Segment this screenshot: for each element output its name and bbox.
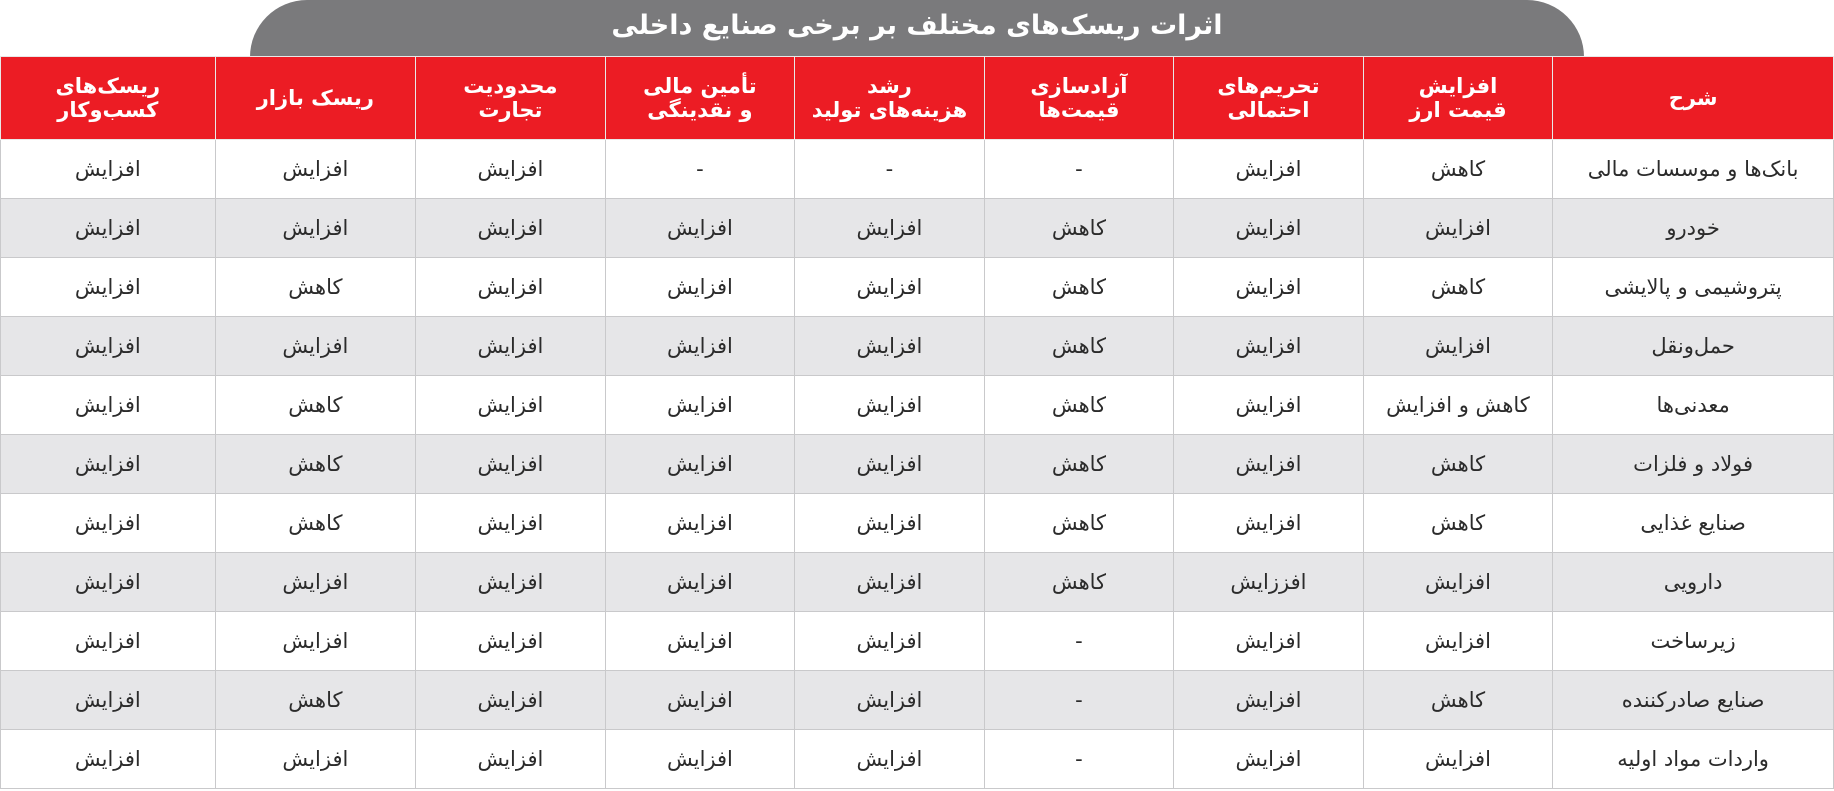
effect-cell: افزایش <box>1174 730 1364 789</box>
table-row <box>1 494 1834 553</box>
effect-cell: افزایش <box>215 730 416 789</box>
effect-cell: افزایش <box>1174 317 1364 376</box>
effect-cell: افزایش <box>1 671 216 730</box>
column-header-line-2: و نقدینگی <box>647 98 753 122</box>
effect-cell: افزایش <box>1363 553 1553 612</box>
column-header-line-1: محدودیت <box>463 73 558 98</box>
effect-cell: کاهش <box>984 494 1174 553</box>
effect-cell: کاهش <box>1363 140 1553 199</box>
column-header-line-2: احتمالی <box>1227 98 1310 122</box>
column-header-line-1: شرح <box>1668 85 1718 110</box>
row-label-cell: فولاد و فلزات <box>1553 435 1834 494</box>
column-header <box>605 57 795 140</box>
effect-cell: افزایش <box>416 140 606 199</box>
column-header-line-1: آزادسازی <box>1030 73 1128 98</box>
effect-cell: افزایش <box>215 140 416 199</box>
effect-cell: افزایش <box>1174 199 1364 258</box>
table-title: اثرات ریسک‌های مختلف بر برخی صنایع داخلی <box>611 10 1223 41</box>
column-header-line-1: ریسک‌های <box>55 73 161 98</box>
effect-cell: افزایش <box>1363 730 1553 789</box>
table-row <box>1 612 1834 671</box>
effect-cell: افزایش <box>1174 435 1364 494</box>
effect-cell: افزایش <box>1 435 216 494</box>
effect-cell: افزایش <box>1 199 216 258</box>
effect-cell: کاهش <box>215 376 416 435</box>
effect-cell: کاهش <box>1363 258 1553 317</box>
effect-cell: کاهش <box>215 494 416 553</box>
row-label-cell: دارویی <box>1553 553 1834 612</box>
table-row <box>1 435 1834 494</box>
column-header <box>1363 57 1553 140</box>
effect-cell: افزایش <box>416 494 606 553</box>
effect-cell: افزایش <box>1174 612 1364 671</box>
effect-cell: - <box>984 730 1174 789</box>
effect-cell: افزایش <box>1363 317 1553 376</box>
effect-cell: افزایش <box>1174 671 1364 730</box>
effect-cell: افزایش <box>416 258 606 317</box>
row-label-cell: معدنی‌ها <box>1553 376 1834 435</box>
row-label-cell: زیرساخت <box>1553 612 1834 671</box>
effect-cell: افزایش <box>795 258 985 317</box>
effect-cell: افزایش <box>605 376 795 435</box>
row-label-cell: بانک‌ها و موسسات مالی <box>1553 140 1834 199</box>
effect-cell: کاهش <box>215 435 416 494</box>
effect-cell: افزایش <box>1363 612 1553 671</box>
table-row <box>1 730 1834 789</box>
effect-cell: افزایش <box>416 612 606 671</box>
table-row <box>1 258 1834 317</box>
table-row <box>1 553 1834 612</box>
effect-cell: افزایش <box>795 494 985 553</box>
effect-cell: افزایش <box>1 494 216 553</box>
effect-cell: افزایش <box>1 612 216 671</box>
effect-cell: کاهش <box>984 258 1174 317</box>
effect-cell: افزایش <box>795 376 985 435</box>
effect-cell: افزایش <box>215 317 416 376</box>
effect-cell: کاهش <box>984 376 1174 435</box>
column-header-line-2: هزینه‌های تولید <box>811 98 968 122</box>
column-header-line-1: تأمین مالی <box>643 73 757 98</box>
effect-cell: افزایش <box>605 258 795 317</box>
effect-cell: افزایش <box>795 553 985 612</box>
effect-cell: کاهش <box>215 671 416 730</box>
effect-cell: افزایش <box>605 553 795 612</box>
effect-cell: کاهش <box>1363 435 1553 494</box>
effect-cell: افزایش <box>416 199 606 258</box>
effect-cell: افزایش <box>1174 494 1364 553</box>
effect-cell: افزایش <box>1174 258 1364 317</box>
header-row <box>1 57 1834 140</box>
effect-cell: کاهش <box>1363 494 1553 553</box>
effect-cell: - <box>795 140 985 199</box>
effect-cell: افزایش <box>795 730 985 789</box>
effect-cell: افزایش <box>795 317 985 376</box>
effect-cell: افزایش <box>1 730 216 789</box>
table-row <box>1 140 1834 199</box>
column-header-line-2: تجارت <box>478 98 543 122</box>
effect-cell: افزایش <box>795 435 985 494</box>
column-header <box>795 57 985 140</box>
column-header-line-1: رشد <box>866 73 912 98</box>
effect-cell: افزایش <box>215 199 416 258</box>
effect-cell: کاهش و افزایش <box>1363 376 1553 435</box>
effect-cell: کاهش <box>984 553 1174 612</box>
effect-cell: افزایش <box>605 671 795 730</box>
effect-cell: افزایش <box>215 553 416 612</box>
column-header-line-1: تحریم‌های <box>1217 73 1320 98</box>
row-label-cell: صنایع غذایی <box>1553 494 1834 553</box>
effect-cell: افزایش <box>1174 376 1364 435</box>
effect-cell: افزایش <box>215 612 416 671</box>
effect-cell: افزایش <box>1 553 216 612</box>
effect-cell: افزایش <box>1 376 216 435</box>
effect-cell: افزایش <box>795 671 985 730</box>
risk-effects-table <box>0 56 1834 789</box>
effect-cell: افززایش <box>1174 553 1364 612</box>
effect-cell: افزایش <box>605 730 795 789</box>
effect-cell: افزایش <box>1363 199 1553 258</box>
effect-cell: افزایش <box>1174 140 1364 199</box>
effect-cell: افزایش <box>605 199 795 258</box>
effect-cell: افزایش <box>416 730 606 789</box>
column-header <box>215 57 416 140</box>
column-header-line-1: ریسک بازار <box>256 85 375 110</box>
effect-cell: افزایش <box>795 612 985 671</box>
row-label-cell: واردات مواد اولیه <box>1553 730 1834 789</box>
effect-cell: افزایش <box>416 671 606 730</box>
table-row <box>1 317 1834 376</box>
effect-cell: کاهش <box>984 317 1174 376</box>
effect-cell: - <box>984 671 1174 730</box>
column-header-line-2: کسب‌وکار <box>57 98 159 122</box>
column-header <box>416 57 606 140</box>
effect-cell: کاهش <box>1363 671 1553 730</box>
effect-cell: افزایش <box>1 317 216 376</box>
column-header-line-1: افزایش <box>1418 73 1498 98</box>
effect-cell: کاهش <box>984 199 1174 258</box>
effect-cell: افزایش <box>605 612 795 671</box>
effect-cell: افزایش <box>605 494 795 553</box>
effect-cell: - <box>605 140 795 199</box>
table-row <box>1 376 1834 435</box>
column-header <box>984 57 1174 140</box>
effect-cell: افزایش <box>416 553 606 612</box>
column-header <box>1553 57 1834 140</box>
effect-cell: کاهش <box>984 435 1174 494</box>
effect-cell: افزایش <box>416 376 606 435</box>
effect-cell: - <box>984 612 1174 671</box>
row-label-cell: صنایع صادرکننده <box>1553 671 1834 730</box>
effect-cell: افزایش <box>1 140 216 199</box>
effect-cell: افزایش <box>605 317 795 376</box>
column-header-line-2: قیمت ارز <box>1409 98 1507 122</box>
effect-cell: افزایش <box>605 435 795 494</box>
table-row <box>1 671 1834 730</box>
column-header <box>1 57 216 140</box>
column-header-line-2: قیمت‌ها <box>1038 98 1120 122</box>
row-label-cell: خودرو <box>1553 199 1834 258</box>
effect-cell: - <box>984 140 1174 199</box>
column-header <box>1174 57 1364 140</box>
row-label-cell: حمل‌ونقل <box>1553 317 1834 376</box>
row-label-cell: پتروشیمی و پالایشی <box>1553 258 1834 317</box>
table-row <box>1 199 1834 258</box>
table-body <box>1 140 1834 789</box>
effect-cell: کاهش <box>215 258 416 317</box>
effect-cell: افزایش <box>416 435 606 494</box>
effect-cell: افزایش <box>416 317 606 376</box>
effect-cell: افزایش <box>795 199 985 258</box>
effect-cell: افزایش <box>1 258 216 317</box>
